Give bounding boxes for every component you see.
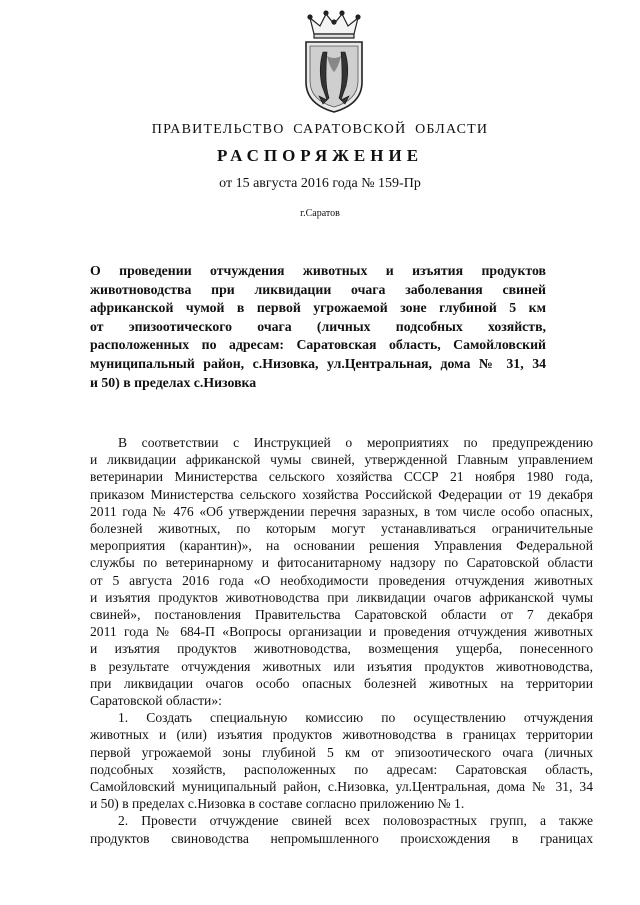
- body-line: продуктов свиноводства непромышленного происхождения в границах: [90, 830, 593, 846]
- subject-line: расположенных по адресам: Саратовская область, Самойловский: [90, 337, 546, 353]
- body-line: приказом Министерства сельского хозяйства Российской Федерации от 19 декабря: [90, 486, 593, 502]
- document-subject: [90, 262, 546, 392]
- body-line: 2011 года № 684-П «Вопросы организации и проведения отчуждения животных: [90, 624, 593, 640]
- government-name: ПРАВИТЕЛЬСТВО САРАТОВСКОЙ ОБЛАСТИ: [151, 122, 489, 137]
- subject-line: и 50) в пределах с.Низовка: [90, 374, 257, 390]
- saratov-coat-of-arms-emblem: [296, 10, 372, 114]
- body-line: подсобных хозяйств, расположенных по адресам: Саратовская область,: [90, 761, 593, 777]
- document-date-number: от 15 августа 2016 года № 159-Пр: [219, 176, 421, 191]
- body-line: 1. Создать специальную комиссию по осуществлению отчуждения: [118, 710, 593, 726]
- subject-line: О проведении отчуждения животных и изъятия продуктов: [90, 263, 546, 278]
- body-line: мероприятия (карантин)», на основании решения Управления Федеральной: [90, 538, 593, 554]
- body-line: ветеринарии Министерства сельского хозяйства СССР 21 ноября 1980 года,: [90, 469, 593, 485]
- document-body: [90, 434, 593, 847]
- body-line: при ликвидации очагов особо опасных болезней животных на территории: [90, 675, 593, 691]
- body-line: животных и (или) изъятия продуктов животноводства в границах территории: [90, 727, 593, 743]
- body-line: первой угрожаемой зоны глубиной 5 км от эпизоотического очага (личных: [90, 744, 593, 760]
- body-line: в результате отчуждения животных или изъятия продуктов животноводства,: [90, 658, 593, 674]
- body-line: 2. Провести отчуждение свиней всех половозрастных групп, а также: [118, 813, 593, 829]
- body-line: службы по ветеринарному и фитосанитарному надзору по Саратовской области: [90, 555, 593, 571]
- body-line: Самойловский муниципальный район, с.Низовка, ул.Центральная, дома № 31, 34: [90, 779, 593, 795]
- document-type-title: РАСПОРЯЖЕНИЕ: [216, 146, 424, 165]
- body-line: и изъятия продуктов животноводства, возмещения ущерба, понесенного: [90, 641, 593, 657]
- body-line: и изъятия продуктов животноводства при ликвидации очагов африканской чумы: [90, 589, 593, 605]
- subject-line: животноводства при ликвидации очага заболевания свиней: [90, 281, 546, 297]
- body-line: и 50) в пределах с.Низовка в составе согласно приложению № 1.: [90, 796, 465, 812]
- body-line: свиней», постановления Правительства Саратовской области от 7 декабря: [90, 607, 593, 623]
- body-line: В соответствии с Инструкцией о мероприятиях по предупреждению: [118, 435, 593, 450]
- body-line: и ликвидации африканской чумы свиней, утвержденной Главным управлением: [90, 452, 593, 468]
- body-line: Саратовской области»:: [90, 693, 222, 709]
- subject-line: от эпизоотического очага (личных подсобных хозяйств,: [90, 318, 546, 334]
- document-city: г.Саратов: [300, 208, 340, 219]
- body-line: от 5 августа 2016 года «О необходимости проведения отчуждения животных: [90, 572, 593, 588]
- body-line: 2011 года № 476 «Об утверждении перечня заразных, в том числе особо опасных,: [90, 503, 593, 519]
- subject-line: африканской чумой в первой угрожаемой зоне глубиной 5 км: [90, 300, 546, 316]
- body-line: болезней животных, по которым могут устанавливаться ограничительные: [90, 521, 593, 537]
- subject-line: муниципальный район, с.Низовка, ул.Центральная, дома № 31, 34: [90, 355, 546, 371]
